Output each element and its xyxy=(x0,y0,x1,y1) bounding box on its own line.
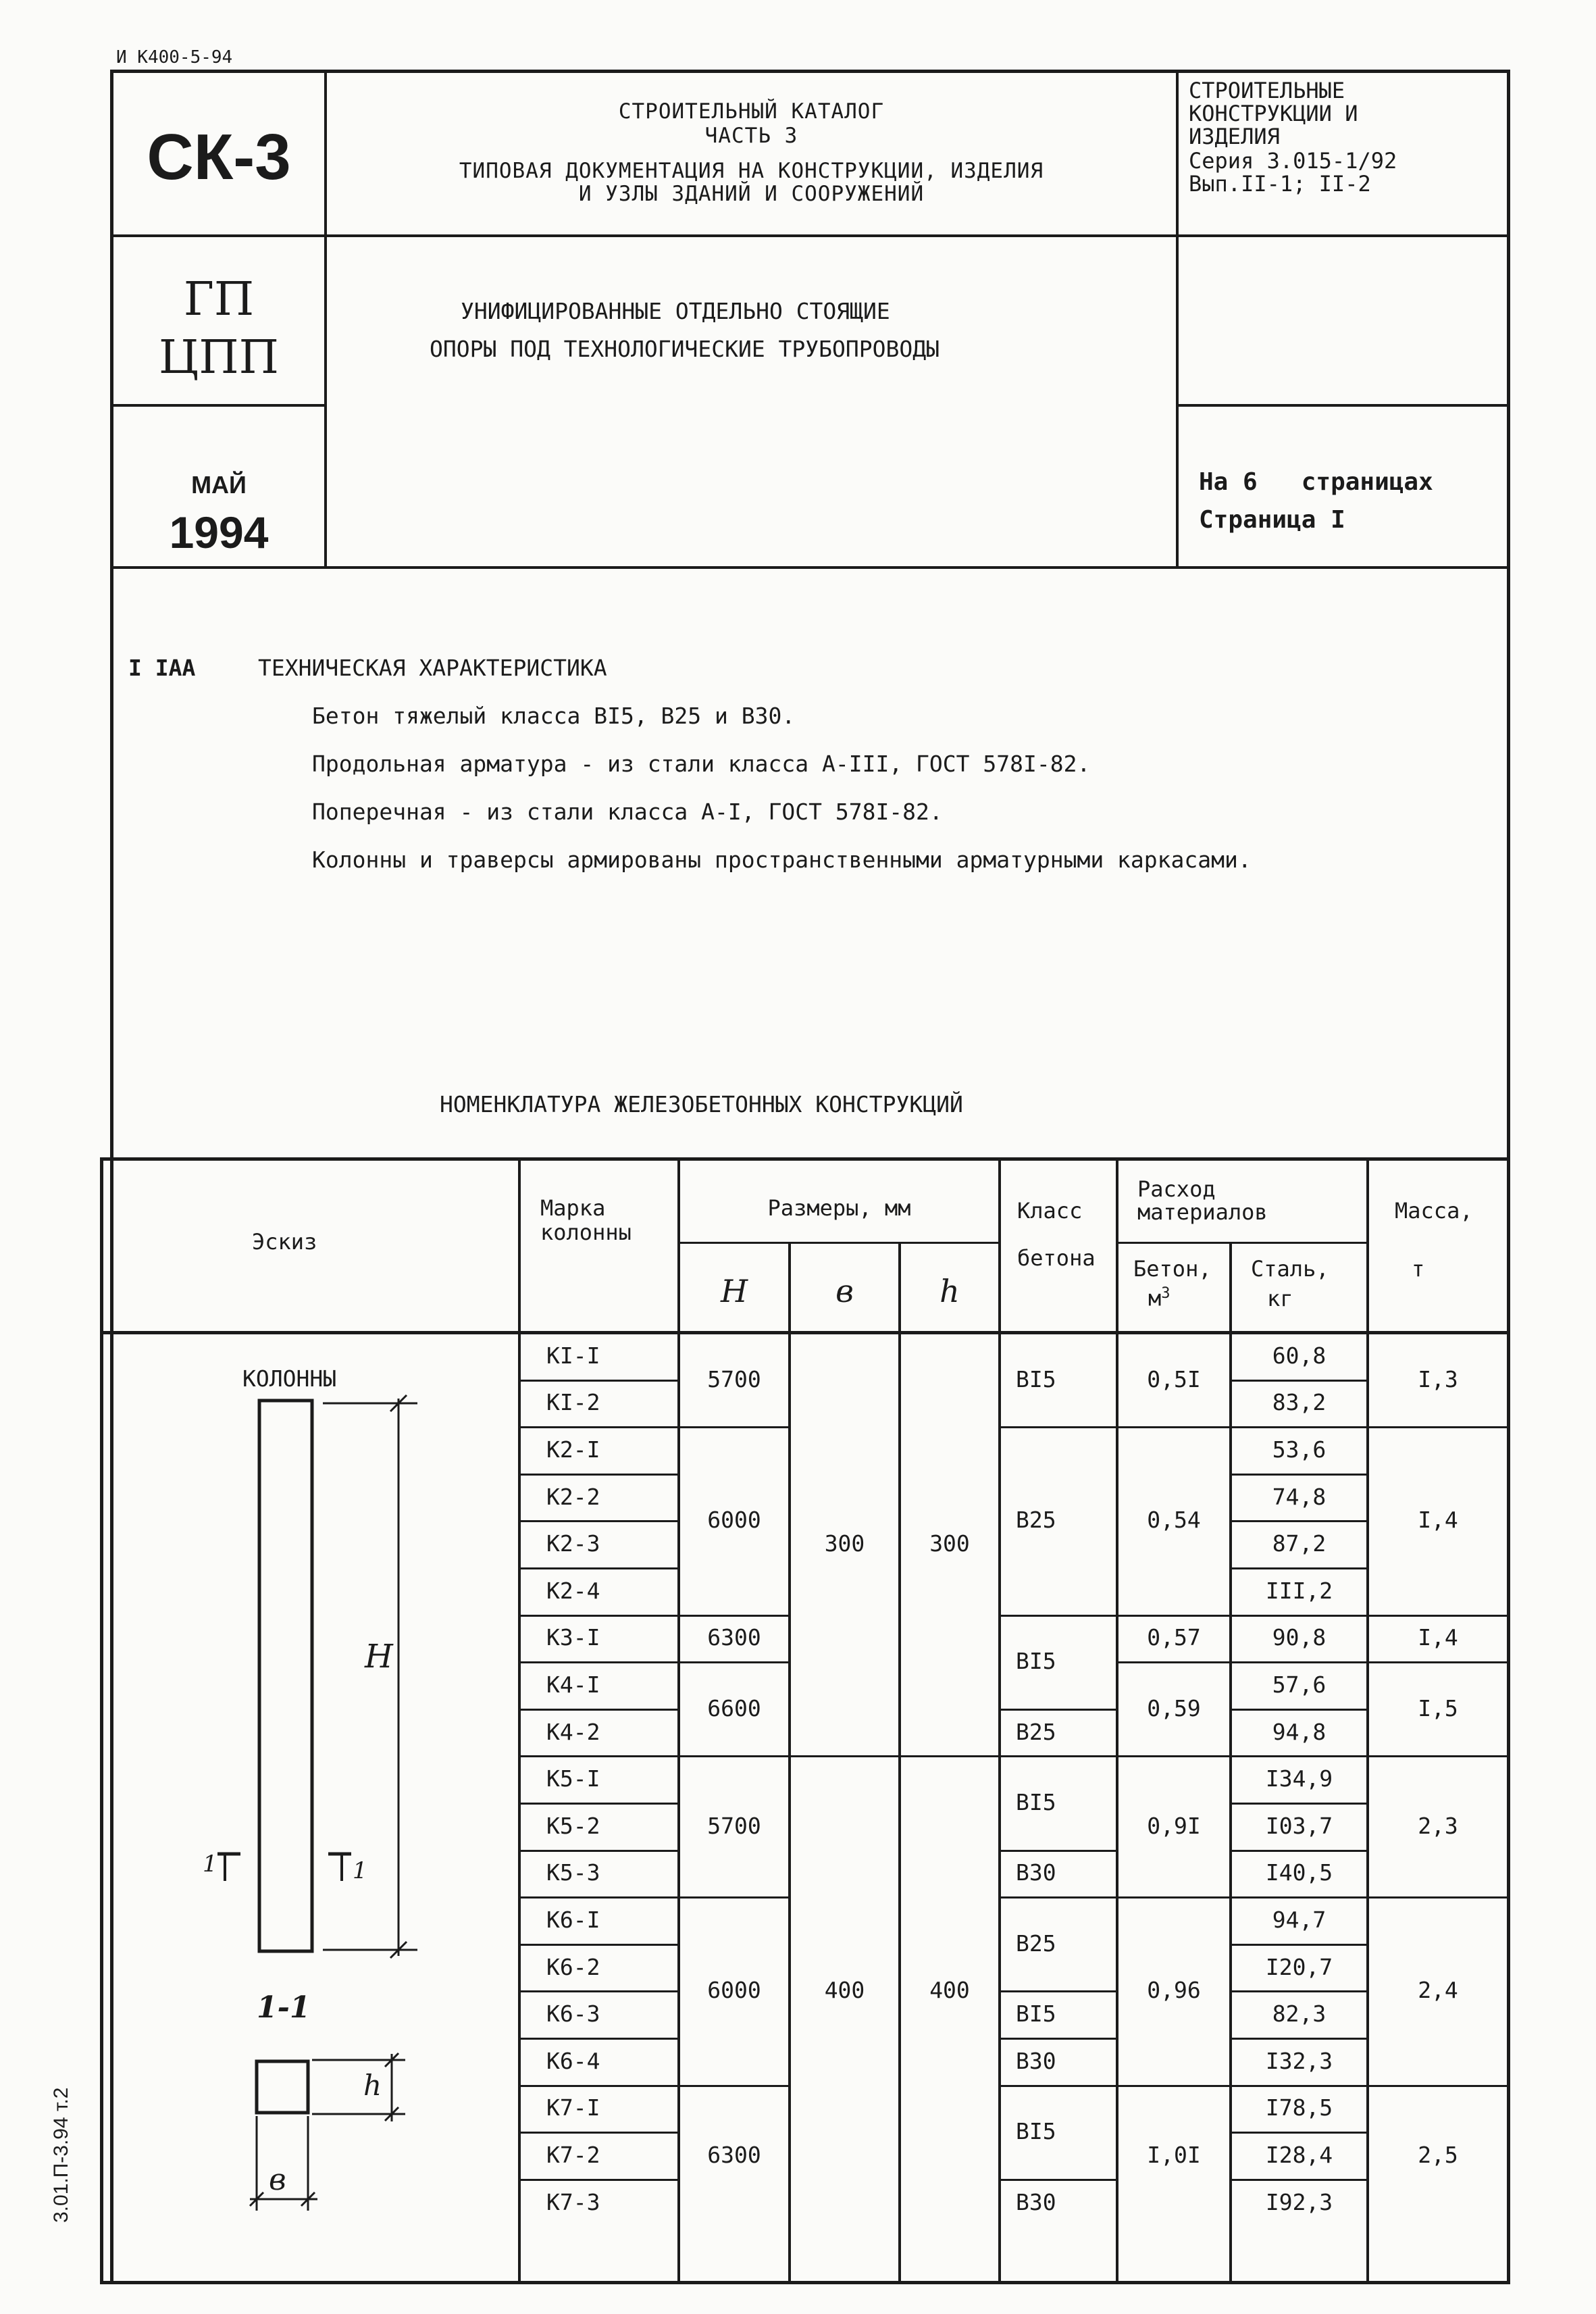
section-label: 1-1 xyxy=(257,1990,311,2025)
catalog-line-1: СТРОИТЕЛЬНЫЙ КАТАЛОГ xyxy=(618,99,885,124)
cell-mass: 2,5 xyxy=(1418,2142,1458,2168)
catalog-line-4: И УЗЛЫ ЗДАНИЙ И СООРУЖЕНИЙ xyxy=(578,182,925,206)
cell-mass: I,4 xyxy=(1418,1507,1458,1534)
cell-mark: K5-2 xyxy=(546,1812,600,1839)
header-mark-1: Марка xyxy=(540,1195,606,1221)
cell-class: BI5 xyxy=(1016,1789,1056,1815)
dim-b-label: в xyxy=(269,2163,286,2197)
cell-H: 6300 xyxy=(707,1624,761,1651)
cell-steel: 87,2 xyxy=(1272,1530,1327,1557)
cell-mark: K2-4 xyxy=(546,1577,600,1604)
cut-mark-left: 1 xyxy=(203,1851,217,1878)
cell-H: 6000 xyxy=(707,1977,761,2004)
cell-steel: III,2 xyxy=(1265,1577,1333,1604)
header-b: в xyxy=(835,1273,854,1309)
catalog-line-2: ЧАСТЬ 3 xyxy=(704,124,798,148)
cell-mark: K6-4 xyxy=(546,2047,600,2074)
section-code: I IAA xyxy=(128,655,196,681)
cell-concrete: 0,57 xyxy=(1147,1624,1201,1651)
cell-concrete: 0,9I xyxy=(1147,1812,1201,1839)
cell-class: B25 xyxy=(1016,1507,1056,1534)
cell-class: BI5 xyxy=(1016,2118,1056,2145)
header-steel-1: Сталь, xyxy=(1251,1256,1329,1282)
cell-steel: I20,7 xyxy=(1265,1953,1333,1980)
cell-b: 400 xyxy=(824,1977,865,2004)
series-line-1: СТРОИТЕЛЬНЫЕ xyxy=(1189,78,1345,103)
header-concrete-1: Бетон, xyxy=(1133,1256,1212,1282)
cell-steel: I92,3 xyxy=(1265,2188,1333,2215)
cell-concrete: 0,59 xyxy=(1147,1694,1201,1721)
cell-mark: K6-2 xyxy=(546,1953,600,1980)
header-class-2: бетона xyxy=(1017,1245,1096,1271)
cell-class: BI5 xyxy=(1016,1365,1056,1392)
dim-h-label: h xyxy=(363,2069,382,2102)
cell-class: B25 xyxy=(1016,1718,1056,1745)
header-concrete-2: $м^3$ xyxy=(1148,1285,1170,1311)
cell-mark: K3-I xyxy=(546,1624,600,1651)
cell-mark: KI-2 xyxy=(546,1389,600,1416)
year: 1994 xyxy=(169,507,269,557)
series-line-5: Вып.II-1; II-2 xyxy=(1189,171,1371,197)
dim-H-label: H xyxy=(365,1638,393,1676)
cell-class: B30 xyxy=(1016,2188,1056,2215)
cell-mark: K6-3 xyxy=(546,2001,600,2028)
org-line-1: ГП xyxy=(183,273,255,326)
cell-mark: K5-I xyxy=(546,1765,600,1792)
cut-mark-right: 1 xyxy=(353,1857,367,1884)
title-line-2: ОПОРЫ ПОД ТЕХНОЛОГИЧЕСКИЕ ТРУБОПРОВОДЫ xyxy=(430,336,939,362)
cell-h: 400 xyxy=(929,1977,970,2004)
header-materials-1: Расход xyxy=(1137,1176,1216,1202)
cell-steel: 74,8 xyxy=(1272,1483,1327,1510)
cell-H: 5700 xyxy=(707,1812,761,1839)
cell-mass: I,4 xyxy=(1418,1624,1458,1651)
cell-H: 6300 xyxy=(707,2142,761,2168)
org-line-2: ЦПП xyxy=(159,331,279,384)
catalog-line-3: ТИПОВАЯ ДОКУМЕНТАЦИЯ НА КОНСТРУКЦИИ, ИЗДЕЛИЯ xyxy=(459,159,1044,183)
cell-steel: 90,8 xyxy=(1272,1624,1327,1651)
cell-mass: I,3 xyxy=(1418,1365,1458,1392)
cell-concrete: 0,54 xyxy=(1147,1507,1201,1534)
cell-mass: 2,3 xyxy=(1418,1812,1458,1839)
header-class-1: Класс xyxy=(1017,1198,1083,1224)
cell-H: 5700 xyxy=(707,1365,761,1392)
side-stamp: 3.01.П-3.94 т.2 xyxy=(50,2087,72,2223)
cell-steel: 82,3 xyxy=(1272,2001,1327,2028)
cell-mark: K2-3 xyxy=(546,1530,600,1557)
cell-class: B30 xyxy=(1016,1859,1056,1886)
cell-mark: K5-3 xyxy=(546,1859,600,1886)
table-title: НОМЕНКЛАТУРА ЖЕЛЕЗОБЕТОННЫХ КОНСТРУКЦИЙ xyxy=(440,1091,963,1117)
title-line-1: УНИФИЦИРОВАННЫЕ ОТДЕЛЬНО СТОЯЩИЕ xyxy=(461,298,890,324)
cell-mark: K6-I xyxy=(546,1907,600,1933)
section-heading: ТЕХНИЧЕСКАЯ ХАРАКТЕРИСТИКА xyxy=(258,655,607,681)
header-h: h xyxy=(939,1273,960,1309)
series-line-3: ИЗДЕЛИЯ xyxy=(1189,124,1280,149)
header-sketch: Эскиз xyxy=(252,1229,317,1255)
cell-class: B30 xyxy=(1016,2047,1056,2074)
cell-steel: 94,8 xyxy=(1272,1718,1327,1745)
cell-steel: I32,3 xyxy=(1265,2047,1333,2074)
cell-mark: KI-I xyxy=(546,1342,600,1369)
header-materials-2: материалов xyxy=(1137,1199,1268,1225)
cell-steel: 94,7 xyxy=(1272,1907,1327,1933)
sk-label: СК-3 xyxy=(147,121,291,193)
cell-concrete: 0,5I xyxy=(1147,1365,1201,1392)
cell-h: 300 xyxy=(929,1530,970,1557)
cell-steel: 57,6 xyxy=(1272,1671,1327,1698)
pages-count: На 6 страницах xyxy=(1199,468,1433,496)
cell-mass: I,5 xyxy=(1418,1694,1458,1721)
cell-concrete: I,0I xyxy=(1147,2142,1201,2168)
header-H: H xyxy=(720,1273,748,1309)
cell-steel: I78,5 xyxy=(1265,2094,1333,2121)
header-mass-1: Масса, xyxy=(1395,1198,1473,1224)
month: МАЙ xyxy=(191,471,247,499)
cell-mark: K2-I xyxy=(546,1436,600,1463)
cell-steel: 83,2 xyxy=(1272,1389,1327,1416)
cell-steel: I28,4 xyxy=(1265,2142,1333,2168)
document-code: И К400-5-94 xyxy=(116,47,233,68)
cell-mass: 2,4 xyxy=(1418,1977,1458,2004)
page-number: Страница I xyxy=(1199,506,1345,534)
cell-steel: I34,9 xyxy=(1265,1765,1333,1792)
cell-mark: K7-I xyxy=(546,2094,600,2121)
header-steel-2: кг xyxy=(1267,1286,1293,1311)
cell-steel: 53,6 xyxy=(1272,1436,1327,1463)
cell-mark: K7-2 xyxy=(546,2142,600,2168)
header-mass-2: т xyxy=(1412,1256,1425,1282)
cell-H: 6000 xyxy=(707,1507,761,1534)
header-mark-2: колонны xyxy=(540,1219,632,1245)
series-line-4: Серия 3.015-1/92 xyxy=(1189,148,1397,174)
cell-class: BI5 xyxy=(1016,1648,1056,1675)
spec-line-1: Бетон тяжелый класса BI5, B25 и B30. xyxy=(312,703,796,729)
cell-mark: K4-I xyxy=(546,1671,600,1698)
sketch-title: КОЛОННЫ xyxy=(242,1365,337,1392)
spec-line-2: Продольная арматура - из стали класса А-III, ГОСТ 578I-82. xyxy=(312,751,1091,777)
cell-mark: K2-2 xyxy=(546,1483,600,1510)
cell-concrete: 0,96 xyxy=(1147,1977,1201,2004)
cell-steel: 60,8 xyxy=(1272,1342,1327,1369)
cell-b: 300 xyxy=(824,1530,865,1557)
cell-mark: K7-3 xyxy=(546,2188,600,2215)
cell-H: 6600 xyxy=(707,1694,761,1721)
header-dimensions: Размеры, мм xyxy=(767,1195,911,1221)
spec-line-4: Колонны и траверсы армированы пространственными арматурными каркасами. xyxy=(312,847,1252,873)
cell-class: BI5 xyxy=(1016,2001,1056,2028)
series-line-2: КОНСТРУКЦИИ И xyxy=(1189,101,1358,126)
cell-steel: I03,7 xyxy=(1265,1812,1333,1839)
cell-class: B25 xyxy=(1016,1930,1056,1957)
cell-steel: I40,5 xyxy=(1265,1859,1333,1886)
cell-mark: K4-2 xyxy=(546,1718,600,1745)
spec-line-3: Поперечная - из стали класса А-I, ГОСТ 578I-82. xyxy=(312,799,943,825)
